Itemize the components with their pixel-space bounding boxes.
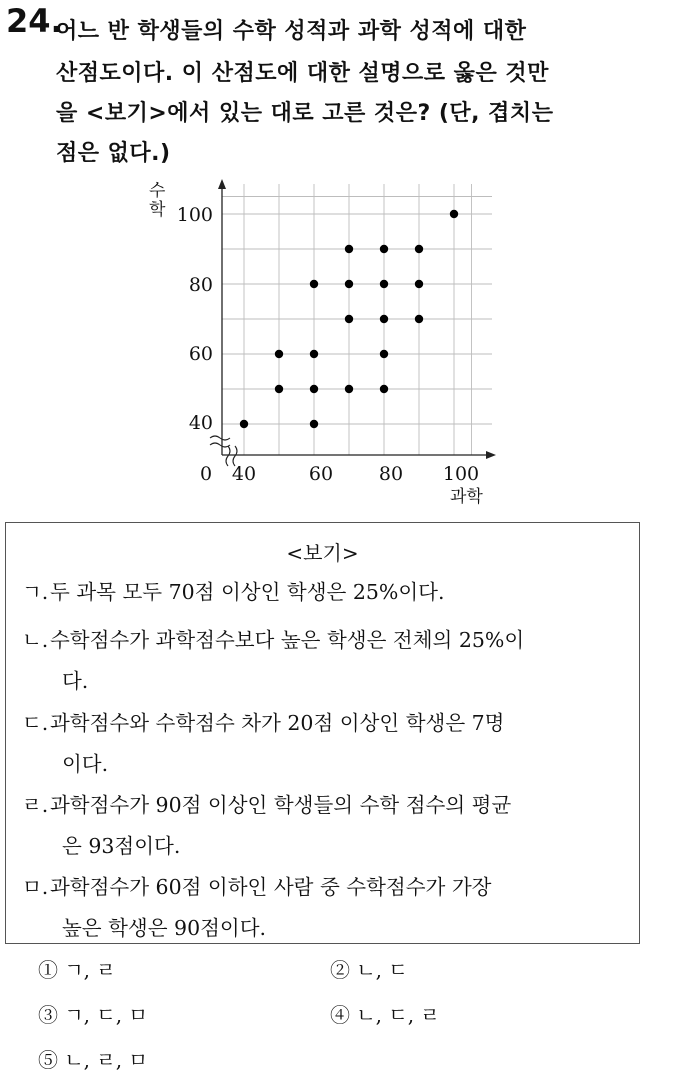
statement-text: 과학점수가 60점 이하인 사람 중 수학점수가 가장 xyxy=(50,875,492,899)
question-number: 24. xyxy=(6,2,63,40)
scatter-point xyxy=(380,280,388,288)
x-tick-label-60: 60 xyxy=(308,463,334,485)
choice-4[interactable] xyxy=(330,999,440,1028)
statement-label: ㄱ. xyxy=(22,580,49,604)
choice-2[interactable] xyxy=(330,954,408,983)
scatter-point xyxy=(310,350,318,358)
scatter-point xyxy=(275,385,283,393)
y-tick-label-80: 80 xyxy=(188,274,213,296)
choice-text: ㄴ, ㄷ xyxy=(356,958,408,982)
choice-number: ⑤ xyxy=(38,1048,58,1072)
statement-label: ㅁ. xyxy=(22,875,49,899)
choice-1[interactable] xyxy=(38,954,116,983)
bogi-title: <보기> xyxy=(286,541,359,565)
question-line-1: 어느 반 학생들의 수학 성적과 과학 성적에 대한 xyxy=(56,19,527,44)
statement-text-continued: 은 93점이다. xyxy=(62,834,181,858)
choice-number: ④ xyxy=(330,1003,350,1027)
bogi-box xyxy=(5,522,640,944)
scatter-point xyxy=(310,280,318,288)
choice-3[interactable] xyxy=(38,999,148,1028)
scatter-point xyxy=(415,245,423,253)
statement-text: 두 과목 모두 70점 이상인 학생은 25%이다. xyxy=(50,580,445,604)
scatter-point xyxy=(345,245,353,253)
scatter-point xyxy=(310,385,318,393)
question-line-4: 점은 없다.) xyxy=(56,141,171,166)
axes xyxy=(210,179,496,466)
scatter-plot-svg xyxy=(140,170,510,515)
statement-text: 과학점수와 수학점수 차가 20점 이상인 학생은 7명 xyxy=(50,711,505,735)
y-tick-label-60: 60 xyxy=(188,343,213,365)
statement-label: ㄷ. xyxy=(22,711,49,735)
choice-text: ㄱ, ㄹ xyxy=(64,958,116,982)
y-axis-label: 수 학 xyxy=(149,181,166,220)
question-line-3: 을 <보기>에서 있는 대로 고른 것은? (단, 겹치는 xyxy=(56,101,554,126)
origin-label: 0 xyxy=(199,463,213,485)
x-axis-arrow xyxy=(486,451,496,459)
statement-text-continued: 다. xyxy=(62,669,89,693)
scatter-chart xyxy=(140,170,510,515)
x-tick-label-100: 100 xyxy=(442,463,480,485)
question-line-2: 산점도이다. 이 산점도에 대한 설명으로 옳은 것만 xyxy=(56,61,549,86)
scatter-point xyxy=(380,315,388,323)
scatter-point xyxy=(380,385,388,393)
y-tick-label-40: 40 xyxy=(188,412,213,434)
x-tick-label-80: 80 xyxy=(378,463,404,485)
choice-text: ㄱ, ㄷ, ㅁ xyxy=(64,1003,148,1027)
y-axis-break-mark xyxy=(210,436,230,447)
scatter-point xyxy=(275,350,283,358)
y-axis-arrow xyxy=(218,179,226,189)
statement-label: ㄹ. xyxy=(22,793,49,817)
scatter-point xyxy=(345,280,353,288)
scatter-point xyxy=(345,315,353,323)
scatter-point xyxy=(415,280,423,288)
x-axis-label: 과학 xyxy=(450,487,483,507)
choice-5[interactable] xyxy=(38,1044,148,1073)
choice-number: ③ xyxy=(38,1003,58,1027)
scatter-point xyxy=(380,245,388,253)
statement-text: 수학점수가 과학점수보다 높은 학생은 전체의 25%이 xyxy=(50,628,525,652)
statement-text-continued: 이다. xyxy=(62,752,109,776)
scatter-point xyxy=(345,385,353,393)
scatter-point xyxy=(310,420,318,428)
scatter-point xyxy=(415,315,423,323)
scatter-point xyxy=(240,420,248,428)
y-tick-label-100: 100 xyxy=(176,204,213,226)
statement-text: 과학점수가 90점 이상인 학생들의 수학 점수의 평균 xyxy=(50,793,512,817)
tick-labels xyxy=(149,181,483,507)
statement-label: ㄴ. xyxy=(22,628,49,652)
scatter-point xyxy=(380,350,388,358)
statement-text-continued: 높은 학생은 90점이다. xyxy=(62,916,267,940)
grid-lines xyxy=(222,184,492,455)
choice-number: ② xyxy=(330,958,350,982)
choice-text: ㄴ, ㄹ, ㅁ xyxy=(64,1048,148,1072)
x-tick-label-40: 40 xyxy=(231,463,257,485)
choice-number: ① xyxy=(38,958,58,982)
scatter-point xyxy=(450,210,458,218)
choice-text: ㄴ, ㄷ, ㄹ xyxy=(356,1003,440,1027)
